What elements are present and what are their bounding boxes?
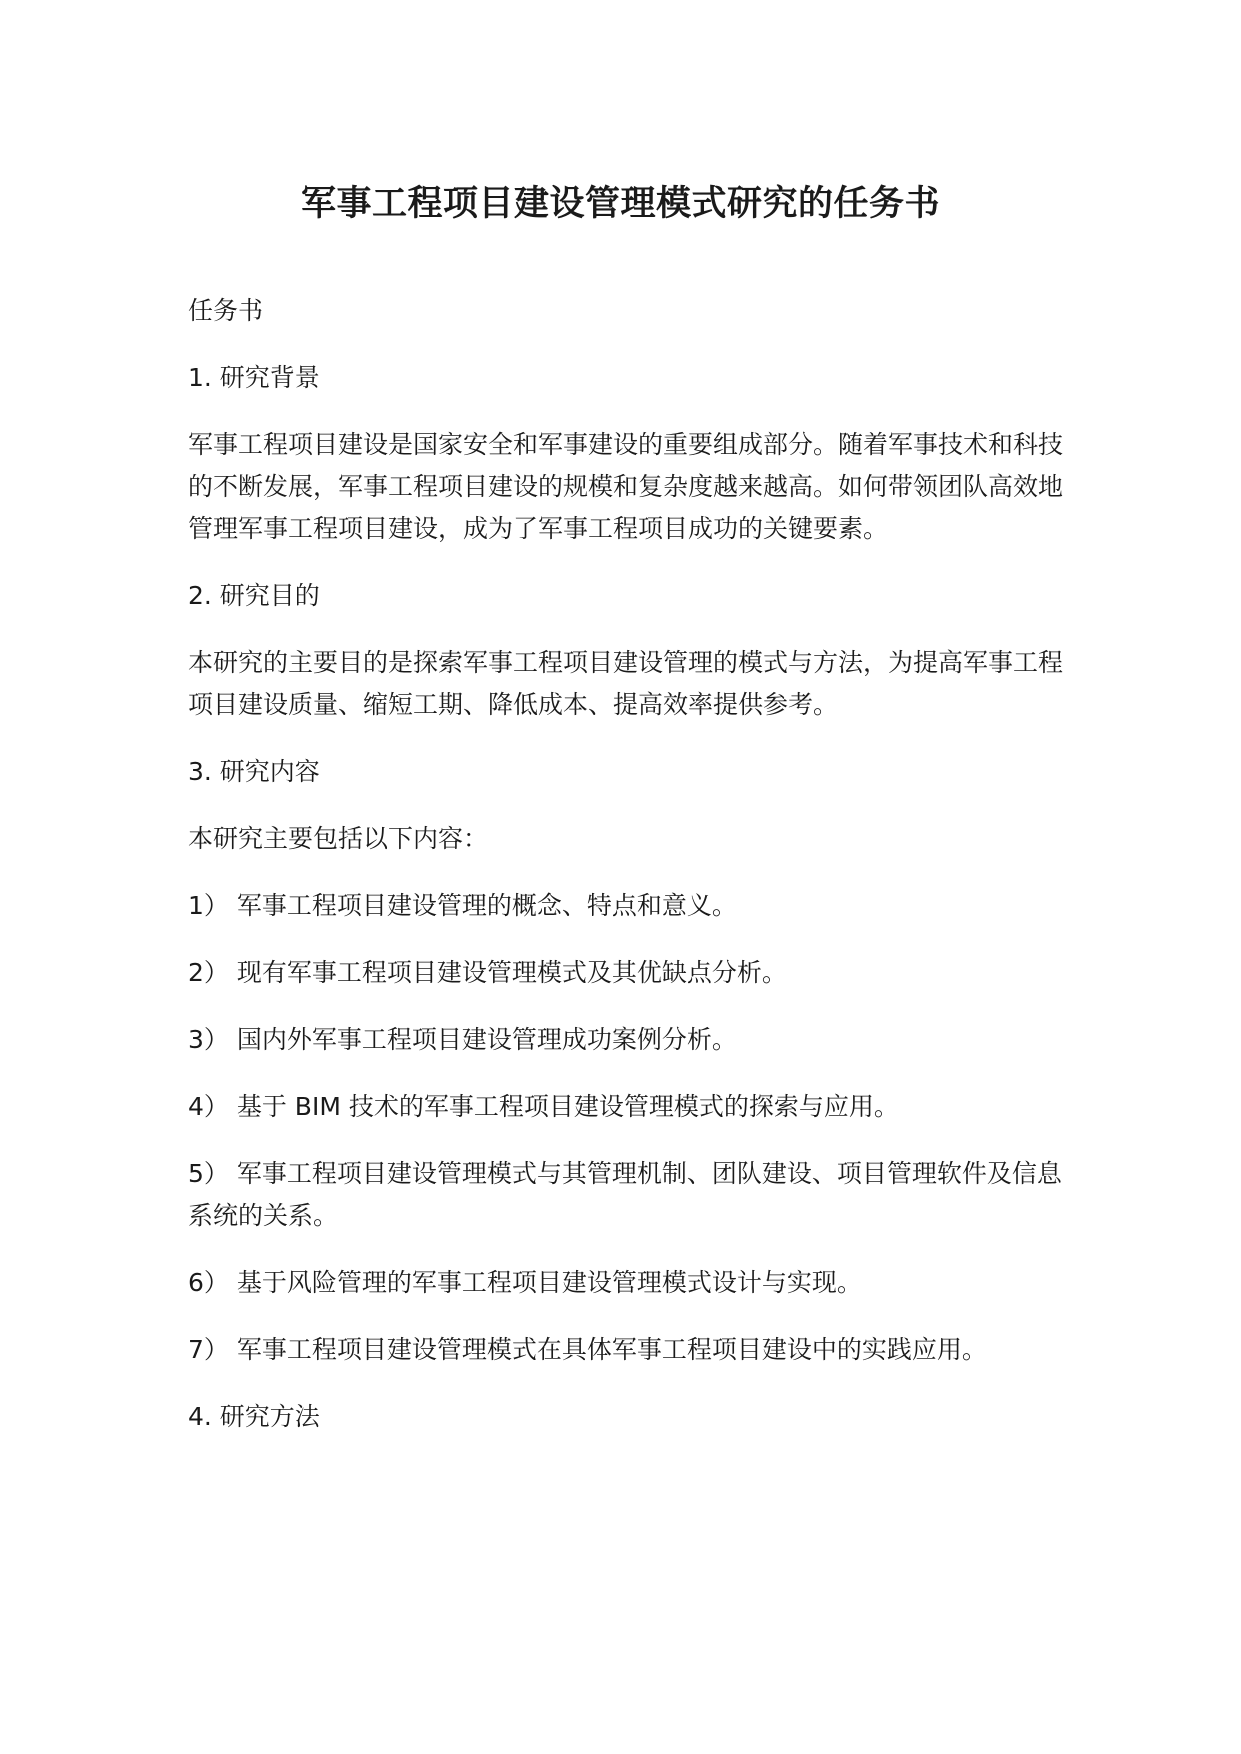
- paragraph: 本研究的主要目的是探索军事工程项目建设管理的模式与方法，为提高军事工程项目建设质量、缩短工期、降低成本、提高效率提供参考。: [188, 648, 1064, 719]
- paragraph: 本研究主要包括以下内容：: [188, 824, 489, 853]
- list-item: 1） 军事工程项目建设管理的概念、特点和意义。: [188, 891, 737, 920]
- list-item: 4） 基于 BIM 技术的军事工程项目建设管理模式的探索与应用。: [188, 1092, 899, 1121]
- document-body: [188, 290, 1068, 1463]
- section-heading: 3. 研究内容: [188, 757, 320, 786]
- document-title: 军事工程项目建设管理模式研究的任务书: [300, 184, 940, 224]
- list-item: 6） 基于风险管理的军事工程项目建设管理模式设计与实现。: [188, 1268, 862, 1297]
- section-heading: 1. 研究背景: [188, 363, 320, 392]
- list-item: 5） 军事工程项目建设管理模式与其管理机制、团队建设、项目管理软件及信息系统的关系。: [188, 1159, 1062, 1230]
- section-label: 任务书: [188, 296, 264, 325]
- list-item: 7） 军事工程项目建设管理模式在具体军事工程项目建设中的实践应用。: [188, 1335, 987, 1364]
- section-heading: 2. 研究目的: [188, 581, 320, 610]
- paragraph: 军事工程项目建设是国家安全和军事建设的重要组成部分。随着军事技术和科技的不断发展，军事工程项目建设的规模和复杂度越来越高。如何带领团队高效地管理军事工程项目建设，成为了军事工程项目成功的关键要素。: [188, 430, 1064, 543]
- list-item: 3） 国内外军事工程项目建设管理成功案例分析。: [188, 1025, 737, 1054]
- list-item: 2） 现有军事工程项目建设管理模式及其优缺点分析。: [188, 958, 787, 987]
- section-heading: 4. 研究方法: [188, 1402, 320, 1431]
